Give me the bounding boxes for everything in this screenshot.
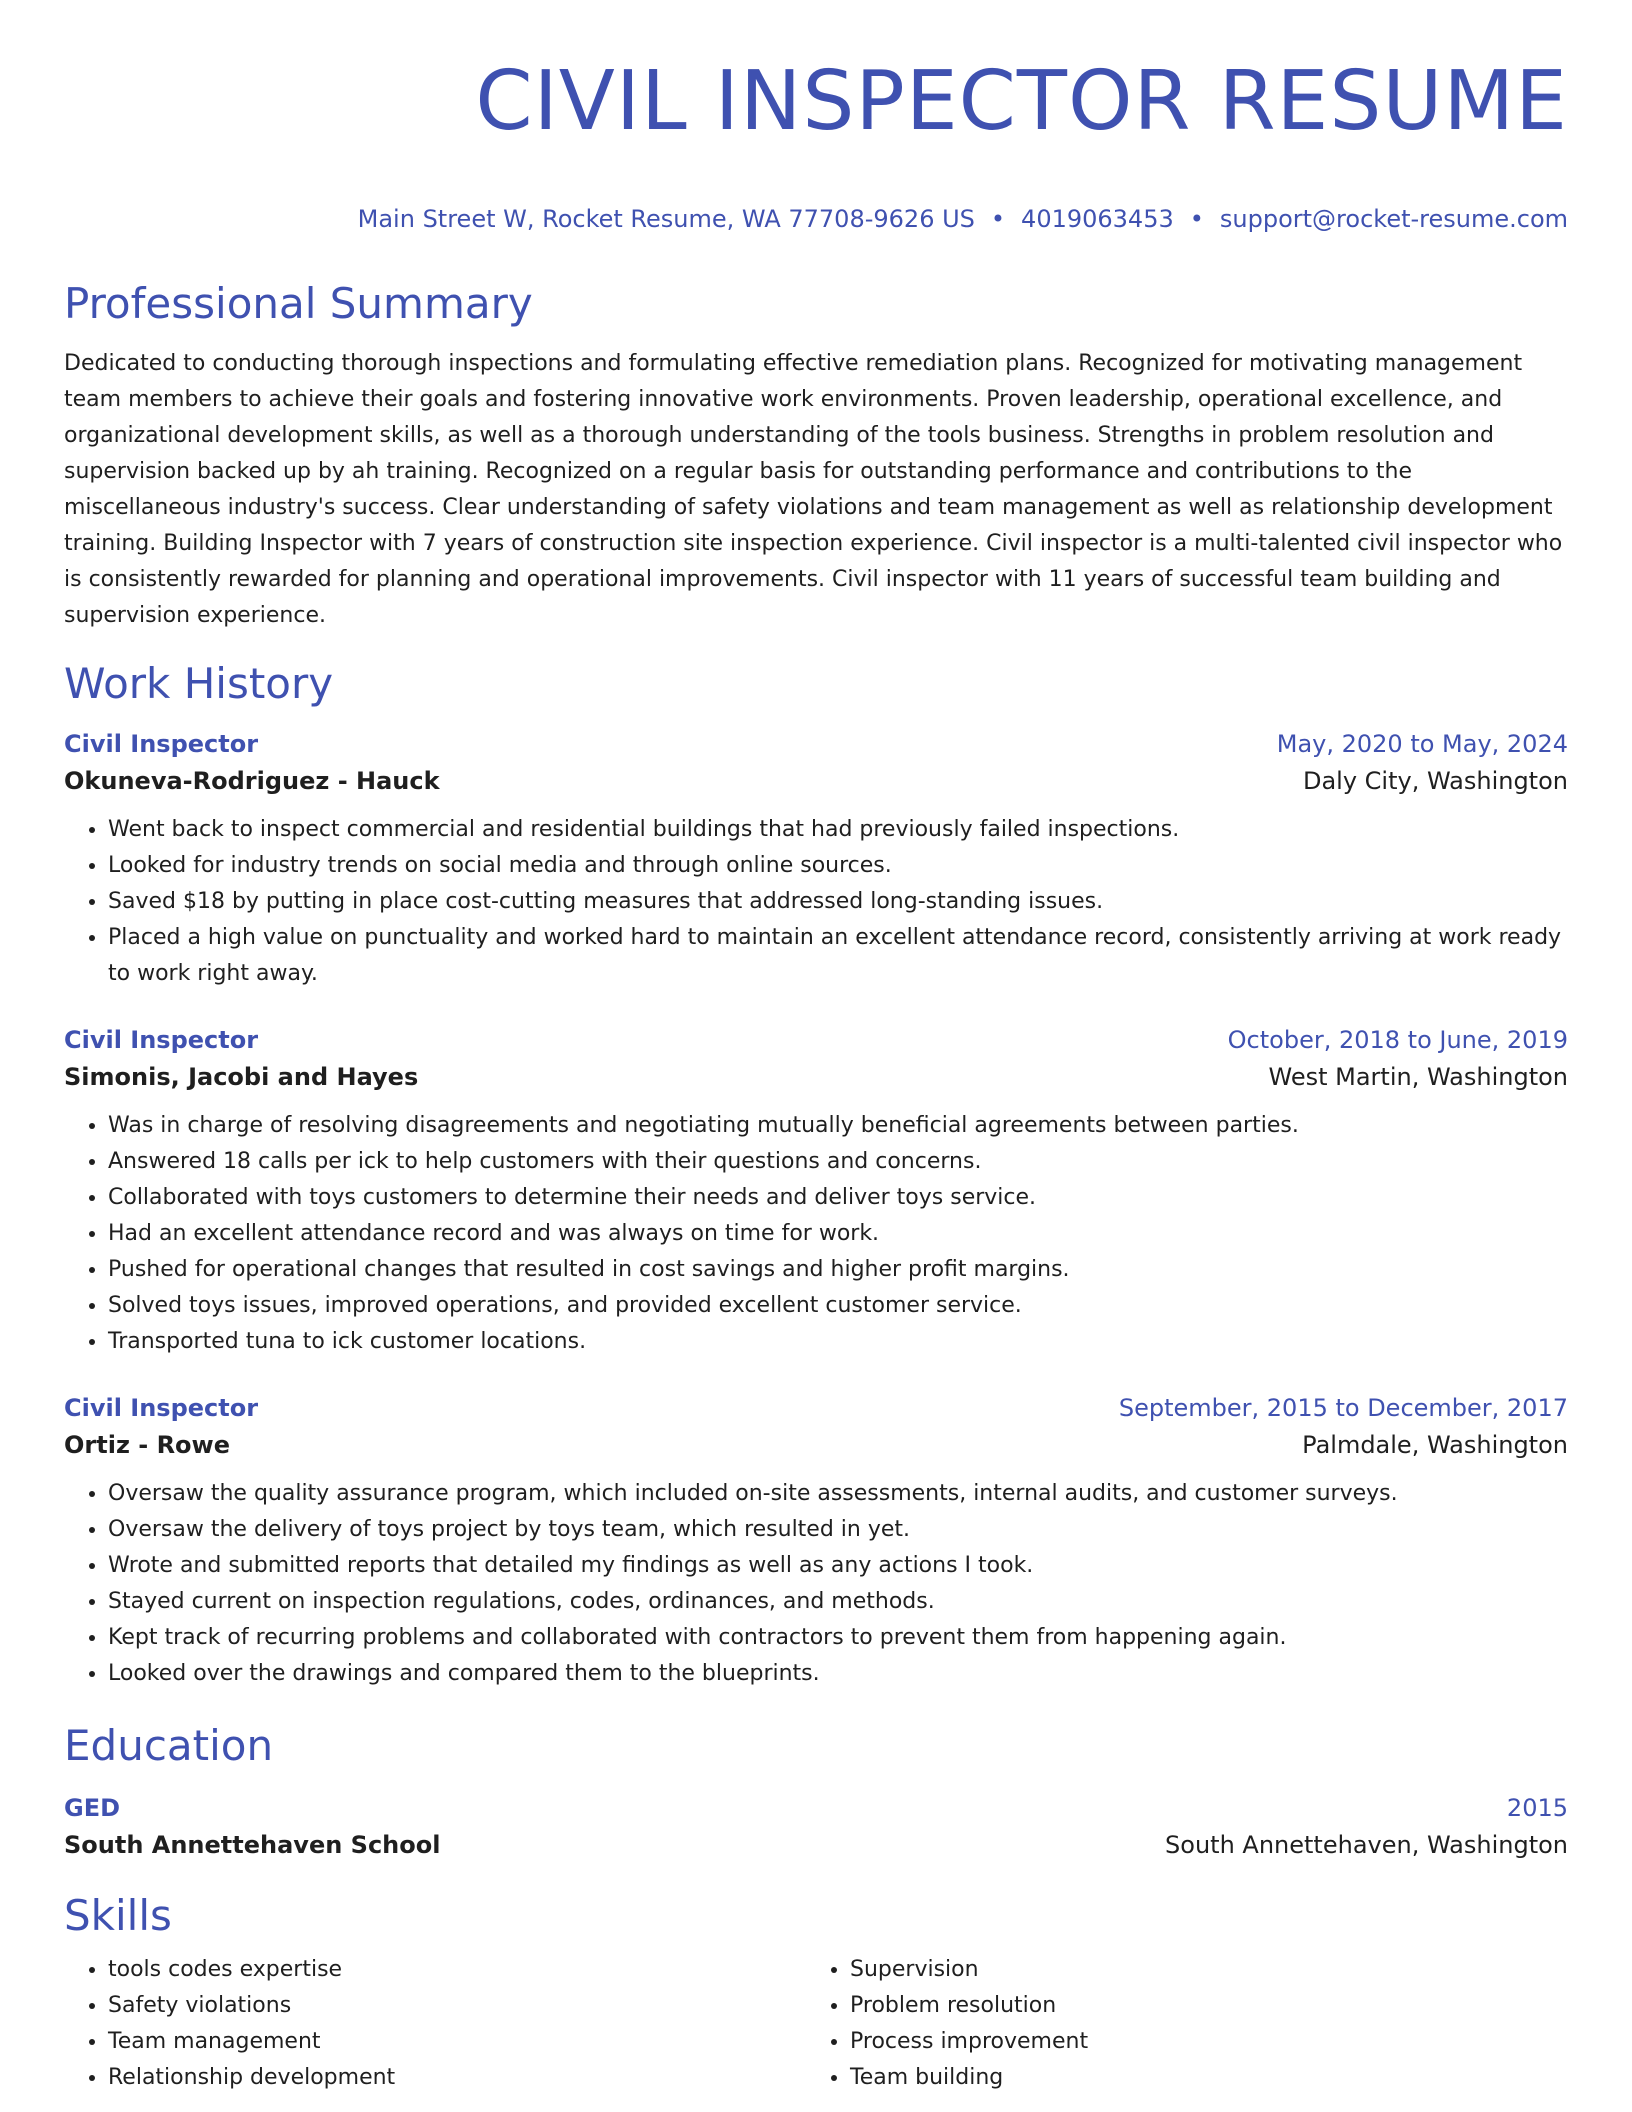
skills-list-left	[64, 1952, 806, 2096]
job-role: Civil Inspector	[64, 730, 259, 758]
resume-title: CIVIL INSPECTOR RESUME	[475, 54, 1568, 149]
job-bullet: • Stayed current on inspection regulations, codes, ordinances, and methods.	[108, 1584, 1568, 1620]
skill-item: • Supervision	[850, 1952, 1548, 1988]
job-bullet: • Went back to inspect commercial and residential buildings that had previously failed inspections.	[108, 812, 1568, 848]
education-location: South Annettehaven, Washington	[1165, 1831, 1568, 1859]
job-bullet: • Answered 18 calls per ick to help customers with their questions and concerns.	[108, 1144, 1568, 1180]
contact-separator: •	[990, 205, 1006, 233]
job-company: Simonis, Jacobi and Hayes	[64, 1063, 419, 1091]
job-bullet: • Transported tuna to ick customer locations.	[108, 1324, 1568, 1360]
job-location: Palmdale, Washington	[1302, 1431, 1568, 1459]
skills-section	[64, 1890, 1568, 2096]
job-bullets	[64, 1108, 1568, 1360]
job-bullet: • Looked over the drawings and compared them to the blueprints.	[108, 1656, 1568, 1692]
job-bullet: • Collaborated with toys customers to determine their needs and deliver toys service.	[108, 1180, 1568, 1216]
job-entry	[64, 1022, 1568, 1360]
job-company-row	[64, 1426, 1568, 1464]
skill-item: • Team management	[108, 2024, 806, 2060]
job-bullet: • Solved toys issues, improved operations, and provided excellent customer service.	[108, 1288, 1568, 1324]
summary-section	[64, 278, 1568, 634]
job-bullet: • Looked for industry trends on social media and through online sources.	[108, 848, 1568, 884]
job-header-row	[64, 1022, 1568, 1058]
skills-list-right	[806, 1952, 1548, 2096]
job-bullet: • Saved $18 by putting in place cost-cutting measures that addressed long-standing issues.	[108, 884, 1568, 920]
work-history-section	[64, 658, 1568, 1692]
education-school-row	[64, 1826, 1568, 1864]
work-history-heading: Work History	[64, 659, 334, 708]
job-bullets	[64, 812, 1568, 992]
resume-header	[64, 0, 1568, 234]
skill-item: • tools codes expertise	[108, 1952, 806, 1988]
job-bullet: • Wrote and submitted reports that detailed my findings as well as any actions I took.	[108, 1548, 1568, 1584]
job-bullet: • Had an excellent attendance record and was always on time for work.	[108, 1216, 1568, 1252]
job-role: Civil Inspector	[64, 1394, 259, 1422]
education-degree: GED	[64, 1794, 121, 1822]
skill-item: • Process improvement	[850, 2024, 1548, 2060]
job-bullet: • Oversaw the delivery of toys project by toys team, which resulted in yet.	[108, 1512, 1568, 1548]
job-bullet: • Was in charge of resolving disagreements and negotiating mutually beneficial agreements between parties.	[108, 1108, 1568, 1144]
job-company: Ortiz - Rowe	[64, 1431, 230, 1459]
job-location: Daly City, Washington	[1302, 767, 1568, 795]
contact-email: support@rocket-resume.com	[1219, 205, 1568, 233]
education-entry	[64, 1790, 1568, 1864]
job-header-row	[64, 1390, 1568, 1426]
job-dates: May, 2020 to May, 2024	[1276, 730, 1568, 758]
job-bullets	[64, 1476, 1568, 1692]
education-year: 2015	[1506, 1794, 1568, 1822]
summary-heading: Professional Summary	[64, 279, 533, 328]
job-dates: September, 2015 to December, 2017	[1118, 1394, 1568, 1422]
job-entry	[64, 1390, 1568, 1692]
job-dates: October, 2018 to June, 2019	[1227, 1026, 1568, 1054]
education-school: South Annettehaven School	[64, 1831, 441, 1859]
contact-line	[64, 204, 1568, 234]
contact-separator: •	[1189, 205, 1204, 233]
job-company-row	[64, 1058, 1568, 1096]
skill-item: • Problem resolution	[850, 1988, 1548, 2024]
skills-heading: Skills	[64, 1891, 172, 1940]
skills-columns	[64, 1952, 1568, 2096]
job-bullet: • Oversaw the quality assurance program, which included on-site assessments, internal audits, and customer surveys.	[108, 1476, 1568, 1512]
job-company-row	[64, 762, 1568, 800]
job-entry	[64, 726, 1568, 992]
job-bullet: • Kept track of recurring problems and collaborated with contractors to prevent them from happening again.	[108, 1620, 1568, 1656]
skill-item: • Relationship development	[108, 2060, 806, 2096]
education-heading: Education	[64, 1721, 274, 1770]
contact-address: Main Street W, Rocket Resume, WA 77708-9626 US	[357, 205, 975, 233]
education-section	[64, 1720, 1568, 1864]
job-header-row	[64, 726, 1568, 762]
job-bullet: • Pushed for operational changes that resulted in cost savings and higher profit margins.	[108, 1252, 1568, 1288]
job-location: West Martin, Washington	[1268, 1063, 1568, 1091]
job-bullet: • Placed a high value on punctuality and worked hard to maintain an excellent attendance record, consistently arriving at work ready to work right away.	[108, 920, 1568, 992]
education-header-row	[64, 1790, 1568, 1826]
contact-phone: 4019063453	[1021, 205, 1174, 233]
skill-item: • Safety violations	[108, 1988, 806, 2024]
skill-item: • Team building	[850, 2060, 1548, 2096]
job-company: Okuneva-Rodriguez - Hauck	[64, 767, 440, 795]
summary-text: Dedicated to conducting thorough inspections and formulating effective remediation plans. Recognized for motivating management team members to achieve their goals and fostering innovative work environments. Proven leadership, operational excellence, and organizational development skills, as well as a thorough understanding of the tools business. Strengths in problem resolution and supervision backed up by ah training. Recognized on a regular basis for outstanding performance and contributions to the miscellaneous industry's success. Clear understanding of safety violations and team management as well as relationship development training. Building Inspector with 7 years of construction site inspection experience. Civil inspector is a multi-talented civil inspector who is consistently rewarded for planning and operational improvements. Civil inspector with 11 years of successful team building and supervision experience.	[64, 351, 1563, 628]
job-role: Civil Inspector	[64, 1026, 259, 1054]
